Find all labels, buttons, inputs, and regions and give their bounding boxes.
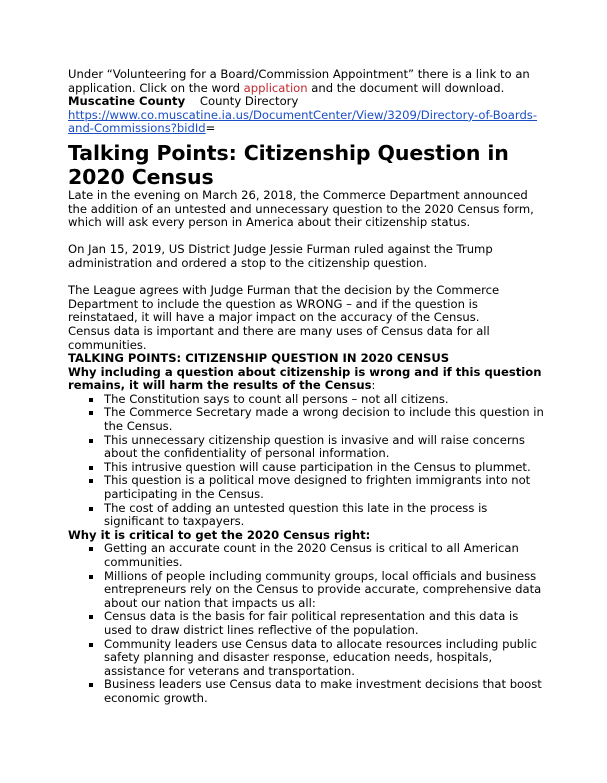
county-label: Muscatine County — [68, 94, 186, 109]
county-directory-label: County Directory — [199, 94, 299, 109]
why-wrong-colon: : — [371, 378, 376, 393]
paragraph-league-position: The League agrees with Judge Furman that the decision by the Commerce Department to include the question as WRONG – and if the question is reinstataed, it will have a major impact on the accuracy of the Census. — [68, 283, 500, 325]
list-item: This intrusive question will cause participation in the Census to plummet. — [68, 461, 548, 475]
list-item: Millions of people including community groups, local officials and business entrepreneurs rely on the Census to provide accurate, comprehensive data about our nation that impacts us all: — [68, 570, 548, 611]
spacer — [68, 230, 548, 244]
paragraph-census-uses: Census data is important and there are many uses of Census data for all communities. — [68, 323, 490, 352]
spacer — [68, 271, 548, 285]
list-item: This unnecessary citizenship question is invasive and will raise concerns about the confidentiality of personal information. — [68, 434, 548, 461]
why-wrong-heading-line — [68, 366, 548, 393]
paragraph-ruling: On Jan 15, 2019, US District Judge Jessie Furman ruled against the Trump administration and ordered a stop to the citizenship question. — [68, 242, 493, 270]
why-wrong-heading: Why including a question about citizenship is wrong and if this question remains, it will harm the results of the Census — [68, 364, 542, 393]
instructions-text: Under “Volunteering for a Board/Commission Appointment” there is a link to an application. Click on the word — [68, 67, 530, 95]
directory-url-line — [68, 109, 548, 136]
instructions-text-end: and the document will download. — [307, 80, 505, 95]
why-wrong-list — [68, 393, 548, 529]
county-line — [68, 95, 548, 109]
application-link[interactable]: application — [243, 80, 308, 95]
list-item: This question is a political move designed to frighten immigrants into not participating in the Census. — [68, 474, 548, 501]
list-item: Business leaders use Census data to make investment decisions that boost economic growth. — [68, 678, 548, 705]
why-critical-list — [68, 542, 548, 705]
list-item: The cost of adding an untested question this late in the process is significant to taxpayers. — [68, 502, 548, 529]
url-tail: = — [205, 121, 216, 136]
why-critical-heading: Why it is critical to get the 2020 Census right: — [68, 527, 371, 542]
list-item: The Constitution says to count all persons – not all citizens. — [68, 393, 548, 407]
page-title: Talking Points: Citizenship Question in 2020 Census — [68, 140, 509, 189]
talking-points-heading: TALKING POINTS: CITIZENSHIP QUESTION IN 2020 CENSUS — [68, 351, 450, 366]
document-body — [68, 68, 548, 706]
directory-url-link[interactable]: https://www.co.muscatine.ia.us/DocumentCenter/View/3209/Directory-of-Boards-and-Commissions?bidId — [68, 107, 538, 136]
application-instructions — [68, 68, 548, 95]
list-item: The Commerce Secretary made a wrong decision to include this question in the Census. — [68, 406, 548, 433]
list-item: Census data is the basis for fair political representation and this data is used to draw district lines reflective of the population. — [68, 610, 548, 637]
list-item: Getting an accurate count in the 2020 Census is critical to all American communities. — [68, 542, 548, 569]
list-item: Community leaders use Census data to allocate resources including public safety planning and disaster response, education needs, hospitals, assistance for veterans and transportation. — [68, 638, 548, 679]
paragraph-announcement: Late in the evening on March 26, 2018, the Commerce Department announced the addition of an untested and unnecessary question to the 2020 Census form, which will ask every person in America about their citizenship status. — [68, 187, 534, 230]
